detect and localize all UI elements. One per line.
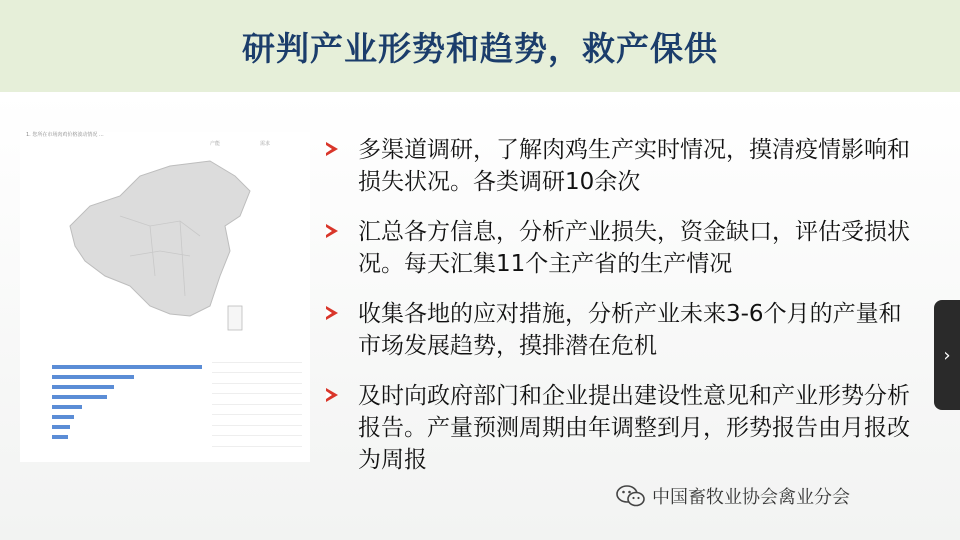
next-slide-button[interactable] (934, 300, 960, 410)
arrow-bullet-icon (326, 388, 338, 402)
bullet-text: 汇总各方信息，分析产业损失，资金缺口，评估受损状况。每天汇集11个主产省的生产情况 (358, 219, 910, 277)
bar-chart-panel (34, 352, 214, 452)
bullet-text: 多渠道调研，了解肉鸡生产实时情况，摸清疫情影响和损失状况。各类调研10余次 (358, 137, 910, 195)
dashboard-screenshot (20, 132, 310, 462)
chevron-right-icon: › (943, 344, 951, 366)
watermark-text: 中国畜牧业协会禽业分会 (652, 487, 850, 508)
page-title: 研判产业形势和趋势，救产保供 (242, 28, 718, 68)
screenshot-tab-a: 产能 (210, 141, 221, 147)
arrow-bullet-icon (326, 306, 338, 320)
screenshot-tab-b: 需求 (260, 141, 271, 147)
wechat-icon (616, 485, 646, 507)
data-table-panel (212, 352, 302, 447)
watermark (616, 483, 850, 509)
china-map-icon (60, 156, 260, 346)
arrow-bullet-icon (326, 142, 338, 156)
title-banner (0, 0, 960, 92)
screenshot-caption: 1. 您所在市场肉鸡价格波动情况 ... (26, 132, 104, 138)
slide-body (0, 92, 960, 540)
bullet-text: 及时向政府部门和企业提出建设性意见和产业形势分析报告。产量预测周期由年调整到月，形势报告由月报改为周报 (358, 383, 910, 473)
bullet-text: 收集各地的应对措施，分析产业未来3-6个月的产量和市场发展趋势，摸排潜在危机 (358, 301, 902, 359)
arrow-bullet-icon (326, 224, 338, 238)
